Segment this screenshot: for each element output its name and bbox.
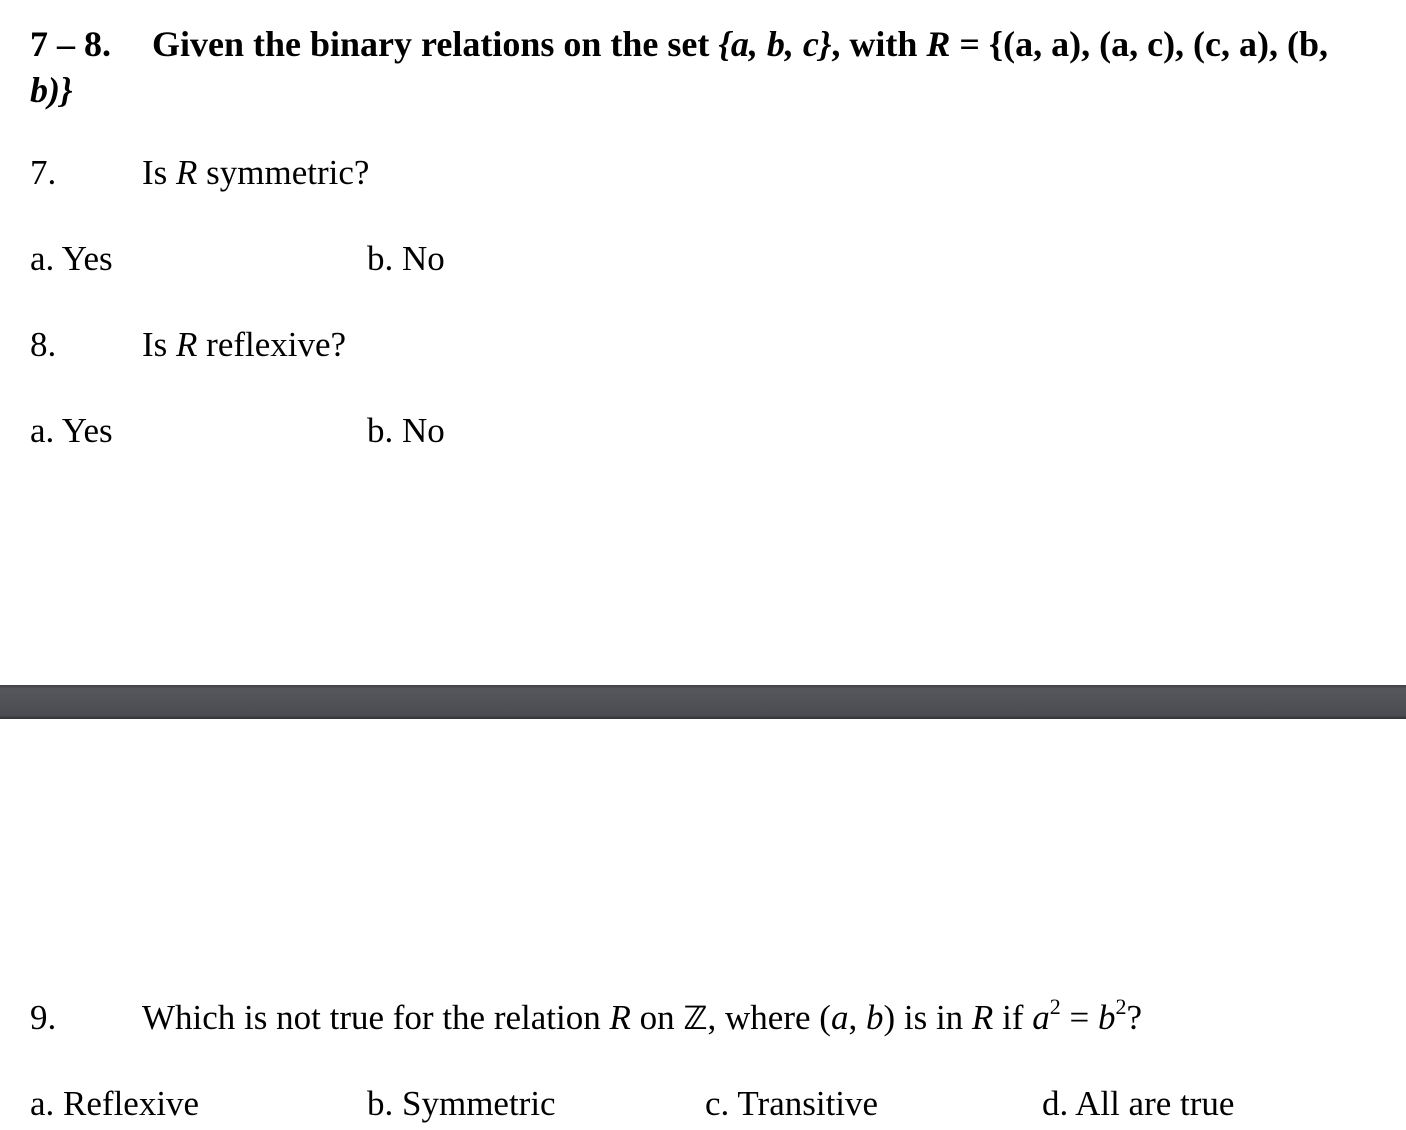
- q8-stem: [142, 325, 346, 365]
- q8-stem-suffix: reflexive?: [197, 325, 347, 364]
- integers-symbol: ℤ: [683, 999, 708, 1037]
- q9-s3: , where (: [707, 998, 831, 1037]
- q9-s5: ) is in: [883, 998, 972, 1037]
- q9-eq-a: a: [1032, 998, 1050, 1037]
- q9-r2: R: [971, 998, 994, 1037]
- q9-s6: if: [993, 998, 1033, 1037]
- q9-exp2: 2: [1115, 994, 1127, 1020]
- section-prompt-line1: [152, 24, 1328, 64]
- q9-s1: Which is not true for the relation: [142, 998, 610, 1037]
- q9-s4: ,: [848, 998, 866, 1037]
- q7-stem-prefix: Is: [142, 153, 177, 192]
- prompt-with: , with: [831, 24, 927, 64]
- q7-number: 7.: [30, 153, 57, 192]
- q8-var: R: [176, 325, 198, 364]
- q9-var-a: a: [830, 998, 849, 1037]
- q9-number: 9.: [30, 998, 57, 1037]
- prompt-relation-var: R: [926, 24, 951, 64]
- q7-stem: [142, 153, 369, 193]
- q9-s2: on: [630, 998, 684, 1037]
- q9-r1: R: [609, 998, 631, 1037]
- q9-option-b[interactable]: b. Symmetric: [367, 1084, 556, 1123]
- q9-exp1: 2: [1049, 994, 1061, 1020]
- q9-eq-mid: =: [1060, 998, 1098, 1037]
- q7-option-a[interactable]: a. Yes: [30, 239, 113, 278]
- q9-qmark: ?: [1126, 998, 1142, 1037]
- q7-var: R: [176, 153, 198, 192]
- q8-number: 8.: [30, 325, 57, 364]
- q9-option-a[interactable]: a. Reflexive: [30, 1084, 200, 1123]
- section-number: 7 – 8.: [30, 24, 111, 64]
- q7-stem-suffix: symmetric?: [197, 153, 370, 192]
- prompt-intro: Given the binary relations on the set: [152, 24, 719, 64]
- q8-stem-prefix: Is: [142, 325, 177, 364]
- q9-option-d[interactable]: d. All are true: [1042, 1084, 1235, 1123]
- section-prompt-line2: b)}: [30, 70, 73, 110]
- q8-option-b[interactable]: b. No: [367, 411, 445, 450]
- q8-option-a[interactable]: a. Yes: [30, 411, 113, 450]
- q9-option-c[interactable]: c. Transitive: [705, 1084, 879, 1123]
- prompt-pairs-line1: = {(a, a), (a, c), (c, a), (b,: [950, 24, 1329, 64]
- q9-stem: [142, 994, 1142, 1038]
- q9-var-b: b: [865, 998, 884, 1037]
- prompt-set: {a, b, c}: [718, 24, 832, 64]
- page-divider: [0, 685, 1406, 719]
- q7-option-b[interactable]: b. No: [367, 239, 445, 278]
- q9-eq-b: b: [1097, 998, 1116, 1037]
